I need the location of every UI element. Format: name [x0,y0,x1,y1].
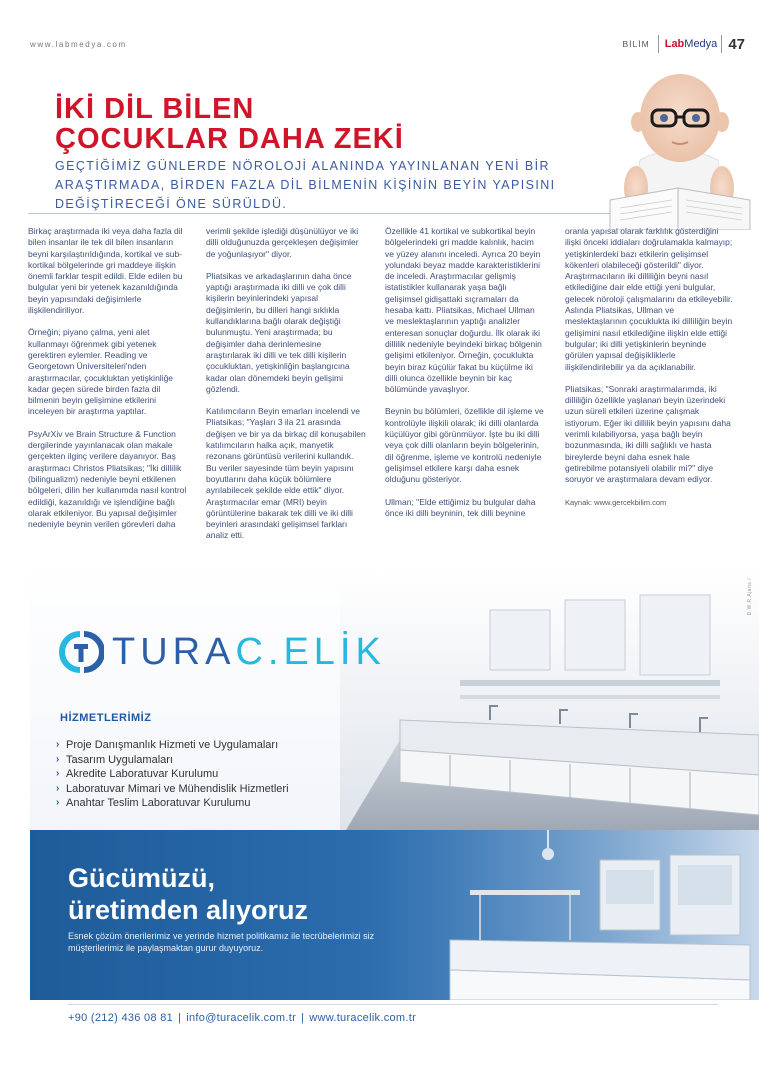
paragraph: oranla yapısal olarak farklılık gösterdiğini ilişki önceki iddiaları doğrulamakla kalmayıp; yetişkinlerdeki bazı etkilerin gelişimsel kökenleri olabileceği gösterildi" diyor. Araştırmacıların iki dilliliğin beyni nasıl etkilediğine dair elde ettiği yeni bulgular, gelecek nöroloji çalışmalarını da etkileyebilir. Aslında Pliatsikas, Ullman ve meslektaşlarının çocuklukta iki dilliliğin beyin gelişimini nasıl etkilediğine ilişkin elde ettiği bulgular; iki dilli yetişkinlerin beyninde görülen yapısal değişikliklerle ilişkilendirilebilir ya da açıklanabilir. [565,226,733,372]
slogan-line: Gücümüzü, [68,863,215,893]
site-url: www.labmedya.com [30,40,127,49]
ad-slogan [68,862,308,926]
logo-part-tura: TURA [112,631,236,673]
header-divider [658,35,659,53]
chevron-right-icon: › [56,768,60,779]
paragraph: PsyArXiv ve Brain Structure & Function dergilerinde yayınlanacak olan makale gerçekten ilginç verilere dayanıyor. Baş araştırmacı Christos Pliatsikas; "İki dillilik (bilingualizm) nedeniyle beyni etkilenen bölgeleri, dilin her kullanımda nasıl kontrol edildiği, kazanıldığı ve işlendiğine bağlı olarak etkileniyor. Bu yapısal değişimler nedeniyle beynin verilen görevleri daha [28,428,187,530]
ad-agency-credit: D.W.R Ajans / [747,578,753,616]
laboratory-photo [340,570,759,840]
chevron-right-icon: › [56,782,60,794]
paragraph: Katılımcıların Beyin emarları incelendi ve Pliatsikas; "Yaşları 3 ila 21 arasında değişen ve bir ya da birkaç dil konuşabilen katılımcıların halka açık, manyetik rezonans görüntüsü verilerini kullandık. Bu veriler sayesinde tüm beyin yapısını boyutlarını daha küçük bölümlere ayrılabilecek şekilde elde ettik" diyor. Araştırmacılar emar (MRI) beyin görüntülerine bakarak tek dilli ve iki dilli beyinleri arasındaki gelişimsel farkları analiz etti. [206,406,366,541]
paragraph: Özellikle 41 kortikal ve subkortikal beyin bölgelerindeki gri madde kalınlık, hacim ve yüzey alanını inceledi. Ayrıca 20 beyin yolundaki beyaz madde karakteristiklerini de inceledi. Araştırmacılar gelişmiş istatistikler kullanarak yaşa bağlı gelişimsel gidişattaki sıçramaları da hesaba kattı. Pliatsikas, Michael Ullman ve meslektaşlarının yaptığı analizler enteresan sonuçlar doğurdu. İlk olarak iki dillilik nedeniyle beyindeki birkaç bölgenin gelişimi etkileniyor. Örneğin, çocuklukta beyin biraz küçülür fakat bu küçülme iki dilli olunca özellikle beynin bir kaç bölümünde yavaşlıyor. [385,226,542,395]
divider [68,1004,718,1005]
section-label: BİLİM [622,39,650,49]
turacelik-logo-icon [58,630,104,674]
website-address: www.turacelik.com.tr [309,1012,417,1024]
paragraph: verimli şekilde işlediği düşünülüyor ve iki dilli olduğunuzda gerçekleşen değişimler de yoğunlaşıyor" diyor. [206,226,359,259]
service-item [56,796,289,811]
service-label: Tasarım Uygulamaları [66,753,173,766]
chevron-right-icon: › [56,753,60,765]
article-column-3 [385,226,545,530]
turacelik-logo [58,630,386,674]
title-line: ÇOCUKLAR DAHA ZEKİ [55,123,404,155]
article-subtitle: GEÇTİĞİMİZ GÜNLERDE NÖROLOJİ ALANINDA YAYINLANAN YENİ BİR ARAŞTIRMADA, BİRDEN FAZLA DİL BİLMENİN KİŞİNİN BEYİN YAPISINI DEĞİŞTİRECEĞİ ÖNE SÜRÜLDÜ. [55,159,556,211]
laboratory-photo [330,830,759,1000]
page-header [623,34,745,54]
paragraph: Beynin bu bölümleri, özellikle dil işleme ve kontrolüyle ilişkili olarak; iki dilli olanlarda küçülüyor gibi görünmüyor. İşte bu iki dilli veya çok dilli olanların beyin bölgelerinin, dil öğrenme, işleme ve kontrolü nedeniyle gelişimsel etkilere karşı daha esnek olduğunu gösteriyor. [385,406,544,485]
paragraph: Birkaç araştırmada iki veya daha fazla dil bilen insanlar ile tek dil bilen insanların beyni karşılaştırıldığında, kortikal ve sub-kortikal bölgelerinde gri maddeye ilişkin önemli farklar tespit edildi. Elde edilen bu bulgular yeni bir yetenek kazanıldığında beyin yapısındaki değişimlerle ilişkilendiriliyor. [28,226,183,316]
slogan-line: üretimden alıyoruz [68,895,309,925]
paragraph: Ullman; "Elde ettiğimiz bu bulgular daha önce iki dilli beyninin, tek dilli beynine [385,496,536,518]
logo-medya: Medya [684,38,718,50]
article-column-2 [206,226,366,553]
article-column-1 [28,226,188,541]
magazine-logo [665,38,718,50]
chevron-right-icon: › [56,797,60,808]
service-item [56,753,289,768]
paragraph: Pliatsikas ve arkadaşlarının daha önce yaptığı araştırmada iki dilli ve çok dilli kişilerin beyinlerindeki yapısal değişimlerin, bu dilleri hangi sıklıkla kullandıklarına bağlı olarak değiştiği bulunmuştu. Yeni araştırmada; bu değişimler daha derinlemesine araştırılarak iki dilli ve tek dilli kişilerin çocukluktan, yetişkinliğin başlangıcına kadar olan dönemdeki beyin gelişimi gözlendi. [206,270,352,394]
page-number: 47 [728,35,745,53]
header-divider [721,35,722,53]
service-label: Proje Danışmanlık Hizmeti ve Uygulamaları [66,739,279,751]
services-title: HİZMETLERİMİZ [60,712,152,724]
paragraph: Pliatsikas; "Sonraki araştırmalarımda, iki dilliliğin özellikle yaşlanan beyin üzerindeki uzun süreli etkileri üzerine çalışmak istiyorum. Eğer iki dillilik beyin yapısını daha verimli kılabiliyorsa, yaşa bağlı beyin bozunmasında, iki dilli sağlıklı ve hasta bireylerde beyni daha esnek hale getirebilme potansiyeli olabilir mi?" diye soruyor ve araştırmalara devam ediyor. [565,383,731,485]
contact-line [68,1012,416,1024]
paragraph: Örneğin; piyano çalma, yeni alet kullanmayı öğrenmek gibi yetenek gerektiren eylemler. Reading ve Georgetown Üniversiteleri'nden araştırmacılar, çocukluktan yetişkinliğe kadar geçen sürede birden fazla dil bilmenin beyin gelişimine etkilerini inceleyen bir araştırma yaptılar. [28,327,174,417]
divider [28,213,626,214]
article-column-4 [565,226,733,519]
ad-slogan-panel [30,830,759,1000]
ad-top-panel [30,560,759,840]
ad-contact-bar [30,1000,759,1040]
phone-number: +90 (212) 436 08 81 [68,1012,174,1024]
turacelik-logo-text [112,630,386,674]
logo-lab: Lab [664,38,685,50]
article-title [55,94,555,154]
service-label: Akredite Laboratuvar Kurulumu [66,768,219,780]
chevron-right-icon: › [56,739,60,750]
service-label: Anahtar Teslim Laboratuvar Kurulumu [66,797,251,809]
email-address: info@turacelik.com.tr [186,1012,297,1024]
service-item [56,767,289,782]
logo-part-celik: C.ELİK [235,631,386,673]
service-label: Laboratuvar Mimari ve Mühendislik Hizmetleri [66,782,289,795]
title-line: İKİ DİL BİLEN [55,93,255,125]
baby-reading-image [600,60,759,230]
article-body [28,226,734,556]
ad-slogan-text: Esnek çözüm önerilerimiz ve yerinde hizmet politikamız ile tecrübelerimizi siz müşterilerimiz ile paylaşmaktan gurur duyuyoruz. [68,931,375,953]
separator: | [178,1012,182,1024]
article-source: Kaynak: www.gercekbilim.com [565,497,667,507]
separator: | [301,1012,305,1024]
services-list [56,738,289,811]
turacelik-advertisement [30,560,759,1040]
service-item [56,738,289,753]
service-item [56,782,289,797]
